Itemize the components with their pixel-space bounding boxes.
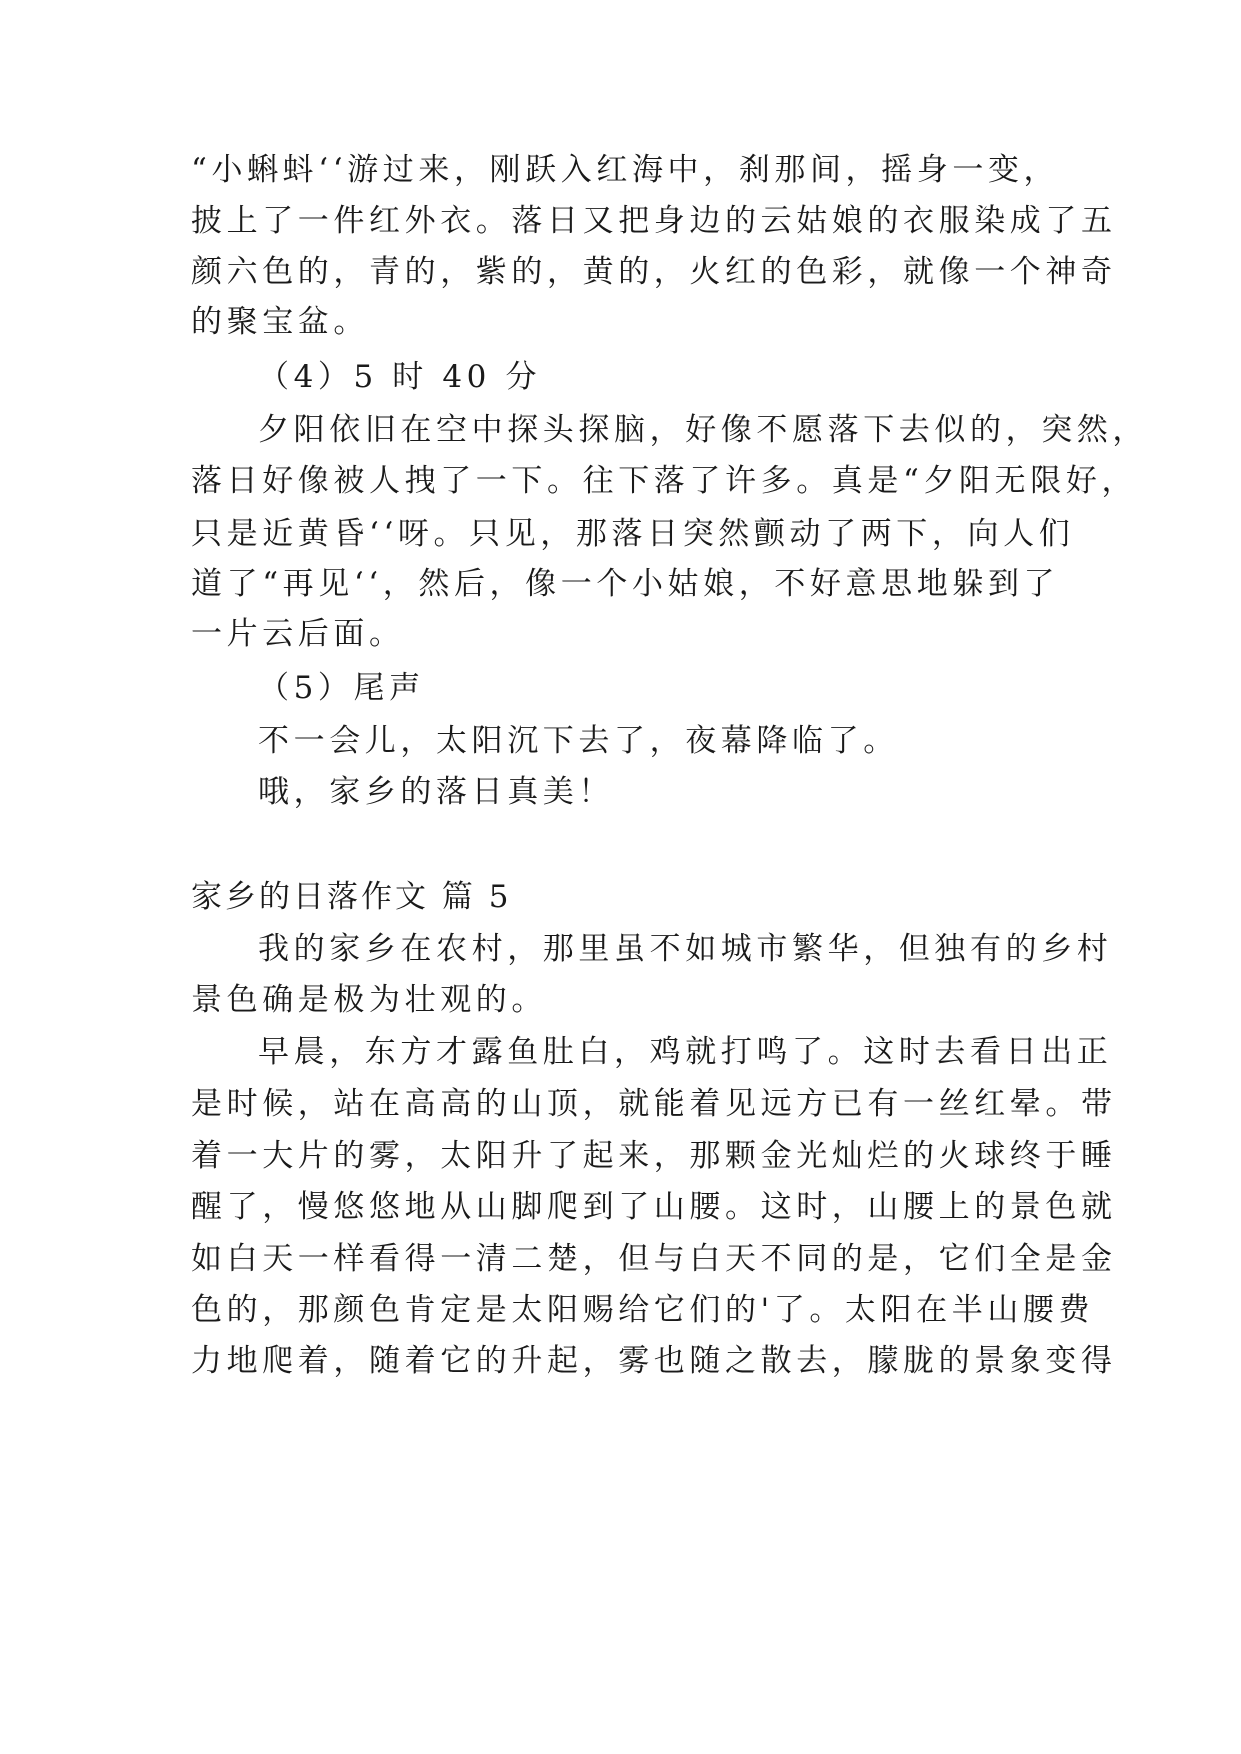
paragraph-line: 我的家乡在农村，那里虽不如城市繁华，但独有的乡村 [258, 931, 1113, 967]
paragraph-line: 的聚宝盆。 [191, 304, 369, 340]
paragraph-line: 是时候，站在高高的山顶，就能着见远方已有一丝红晕。带 [191, 1086, 1117, 1122]
paragraph-line: 不一会儿，太阳沉下去了，夜幕降临了。 [258, 723, 899, 759]
paragraph-line: 披上了一件红外衣。落日又把身边的云姑娘的衣服染成了五 [191, 203, 1117, 239]
section-subheading: （5）尾声 [258, 670, 425, 706]
paragraph-line: 道了“再见‘‘，然后，像一个小姑娘，不好意思地躲到了 [191, 566, 1060, 602]
paragraph-line: 如白天一样看得一清二楚，但与白天不同的是，它们全是金 [191, 1241, 1117, 1277]
paragraph-line: 落日好像被人拽了一下。往下落了许多。真是“夕阳无限好， [191, 463, 1138, 499]
paragraph-line: 早晨，东方才露鱼肚白，鸡就打鸣了。这时去看日出正 [258, 1034, 1113, 1070]
paragraph-line: 醒了，慢悠悠地从山脚爬到了山腰。这时，山腰上的景色就 [191, 1189, 1117, 1225]
paragraph-line: 色的，那颜色肯定是太阳赐给它们的'了。太阳在半山腰费 [191, 1292, 1095, 1328]
paragraph-line: 景色确是极为壮观的。 [191, 982, 547, 1018]
paragraph-line: 着一大片的雾，太阳升了起来，那颗金光灿烂的火球终于睡 [191, 1138, 1117, 1174]
paragraph-line: 一片云后面。 [191, 616, 405, 652]
paragraph-line: 只是近黄昏‘‘呀。只见，那落日突然颤动了两下，向人们 [191, 516, 1075, 552]
paragraph-line: “小蝌蚪‘‘游过来，刚跃入红海中，刹那间，摇身一变， [191, 152, 1060, 188]
paragraph-line: 力地爬着，随着它的升起，雾也随之散去，朦胧的景象变得 [191, 1343, 1117, 1379]
paragraph-line: 哦，家乡的落日真美！ [258, 774, 614, 810]
article-heading: 家乡的日落作文 篇 5 [191, 879, 512, 915]
section-subheading: （4）5 时 40 分 [258, 359, 542, 395]
paragraph-line: 颜六色的，青的，紫的，黄的，火红的色彩，就像一个神奇 [191, 254, 1117, 290]
paragraph-line: 夕阳依旧在空中探头探脑，好像不愿落下去似的，突然， [258, 412, 1148, 448]
